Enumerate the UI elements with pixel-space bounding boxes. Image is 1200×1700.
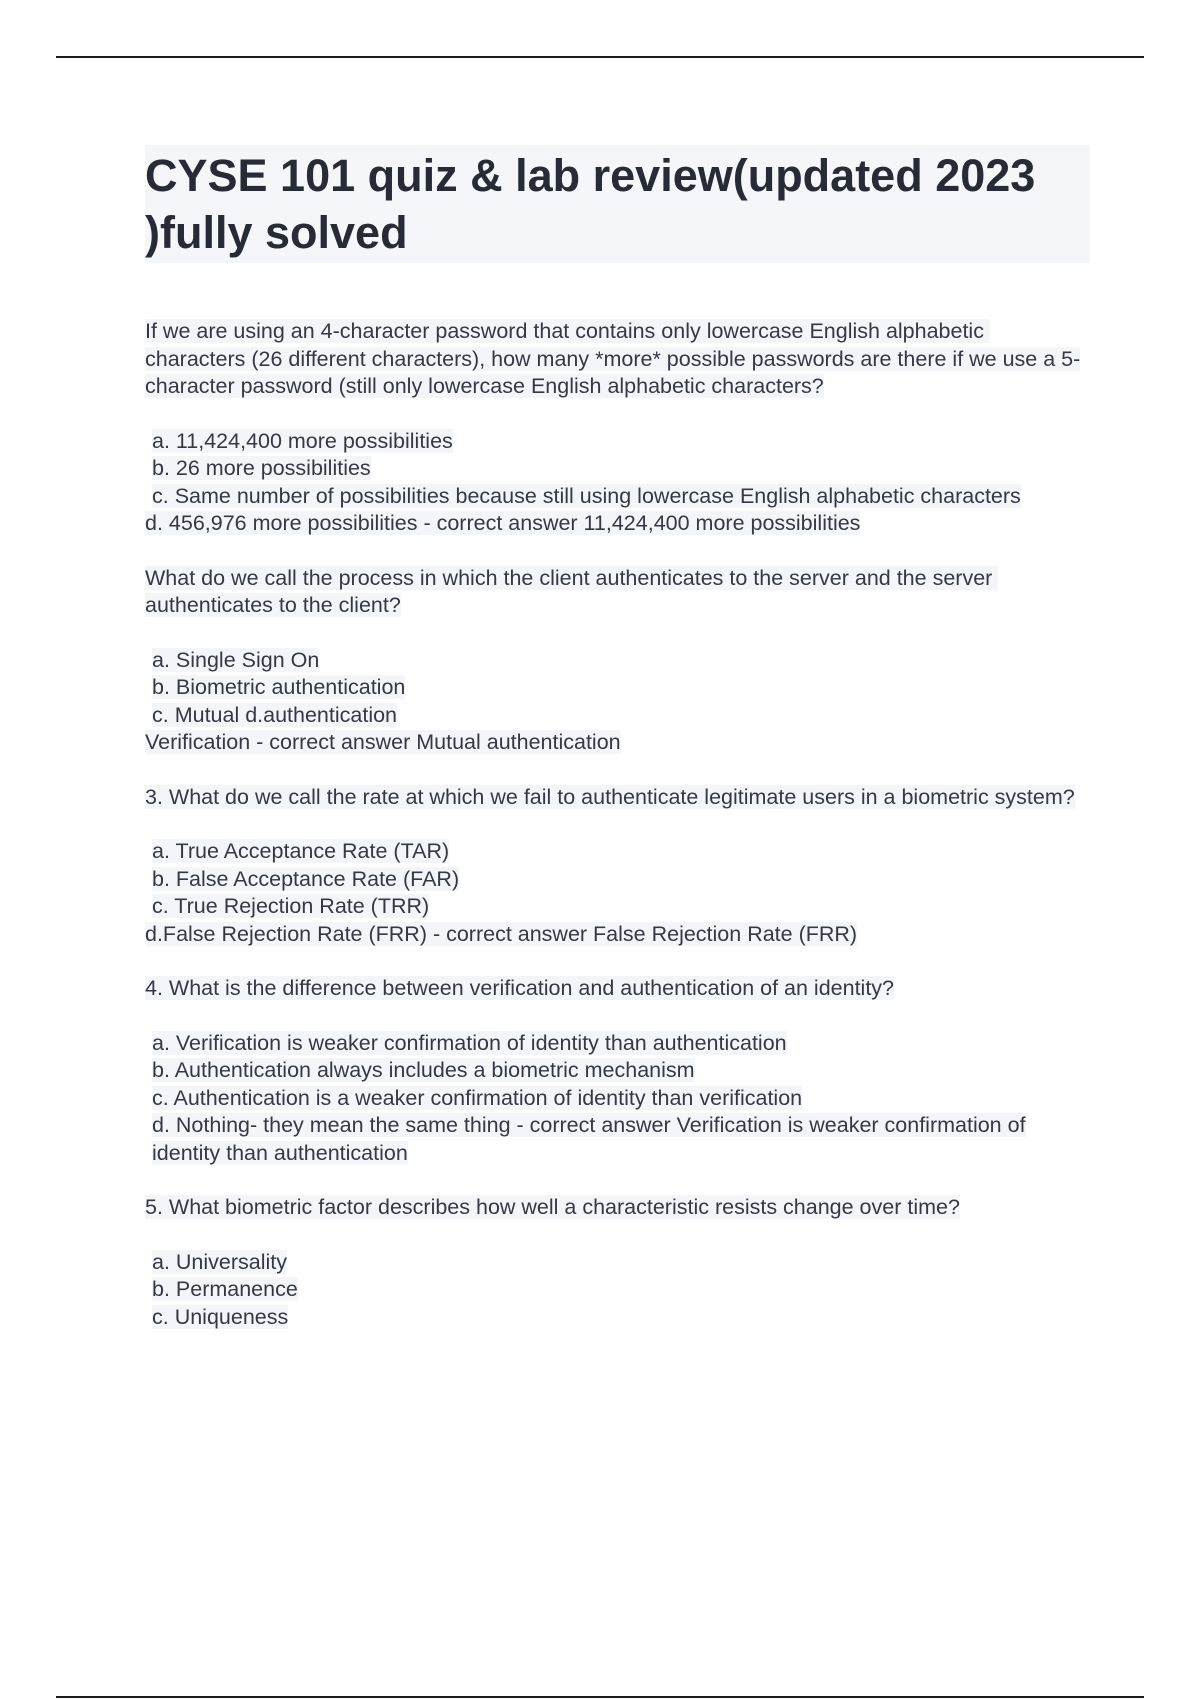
question-4 (145, 975, 1090, 1167)
document-body (145, 145, 1090, 1331)
answer-option: a. True Acceptance Rate (TAR) (152, 839, 450, 863)
answer-option: a. Universality (152, 1249, 288, 1274)
title-block (145, 145, 1090, 263)
answer-option: a. 11,424,400 more possibilities (152, 428, 453, 453)
answer-option: c. Same number of possibilities because still using lowercase English alphabetic characters (152, 483, 1021, 508)
question-3 (145, 784, 1090, 949)
question-prompt: If we are using an 4-character password that contains only lowercase English alphabetic characters (26 different characters), how many *more* possible passwords are there if we use a 5-character password (still only lowercase English alphabetic characters? (145, 319, 1081, 398)
top-rule (56, 56, 1144, 58)
question-1 (145, 318, 1090, 538)
question-2 (145, 565, 1090, 757)
answer-option: c. Mutual d.authentication (152, 702, 398, 727)
answer-option-with-key: d. Nothing- they mean the same thing - correct answer Verification is weaker confirmation of identity than authentication (152, 1113, 1026, 1165)
answer-option: b. 26 more possibilities (152, 456, 371, 480)
answer-option: c. True Rejection Rate (TRR) (152, 894, 430, 918)
answer-option: b. False Acceptance Rate (FAR) (152, 866, 460, 891)
page-title: CYSE 101 quiz & lab review(updated 2023 )fully solved (145, 150, 1036, 258)
answer-option-with-key: Verification - correct answer Mutual authentication (145, 730, 621, 754)
question-prompt: 5. What biometric factor describes how well a characteristic resists change over time? (145, 1195, 960, 1219)
question-prompt: 3. What do we call the rate at which we fail to authenticate legitimate users in a biometric system? (145, 784, 1075, 809)
question-prompt: What do we call the process in which the client authenticates to the server and the server authenticates to the client? (145, 565, 999, 617)
answer-option-with-key: d. 456,976 more possibilities - correct answer 11,424,400 more possibilities (145, 511, 861, 535)
answer-option: c. Uniqueness (152, 1304, 289, 1329)
answer-option: a. Verification is weaker confirmation of identity than authentication (152, 1030, 787, 1055)
question-prompt: 4. What is the difference between verification and authentication of an identity? (145, 976, 894, 1000)
answer-option: b. Permanence (152, 1277, 298, 1301)
question-list (145, 318, 1090, 1331)
answer-option: b. Biometric authentication (152, 675, 406, 699)
question-5 (145, 1194, 1090, 1331)
answer-option: b. Authentication always includes a biometric mechanism (152, 1058, 695, 1082)
answer-option: a. Single Sign On (152, 647, 320, 672)
answer-option-with-key: d.False Rejection Rate (FRR) - correct answer False Rejection Rate (FRR) (145, 921, 858, 946)
answer-option: c. Authentication is a weaker confirmation of identity than verification (152, 1085, 803, 1110)
bottom-rule (56, 1696, 1144, 1698)
